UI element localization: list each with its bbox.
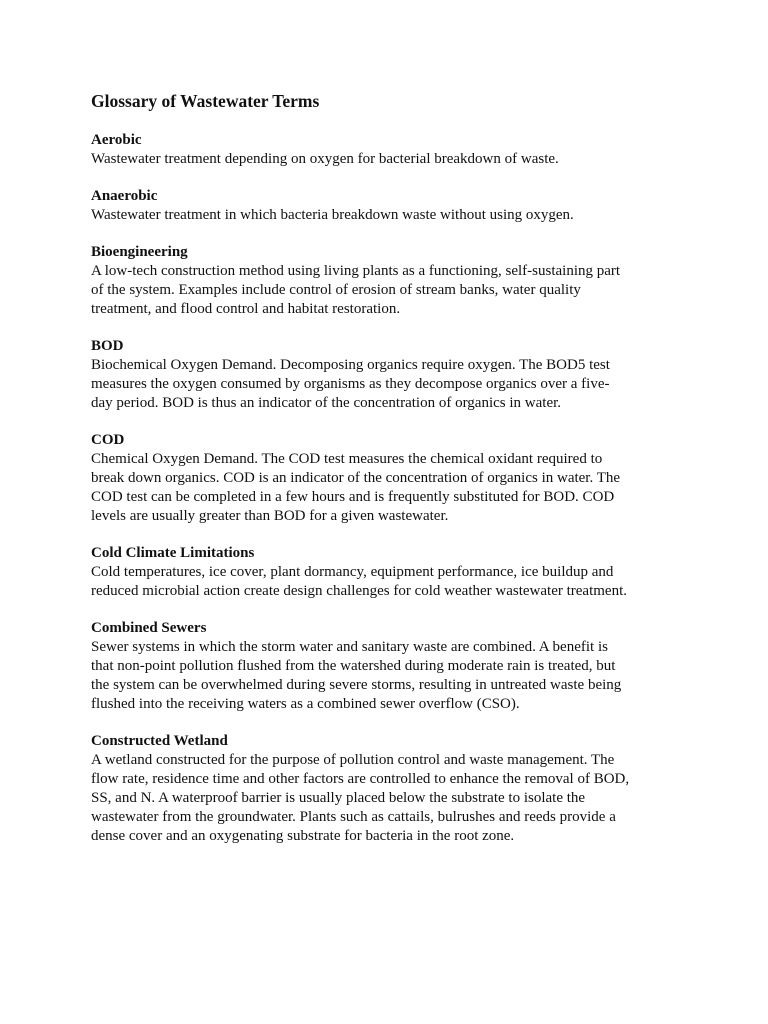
definition-line: Wastewater treatment in which bacteria breakdown waste without using oxygen. bbox=[91, 207, 574, 223]
glossary-definition bbox=[91, 638, 678, 714]
glossary-term: COD bbox=[91, 432, 125, 448]
definition-line: measures the oxygen consumed by organisms as they decompose organics over a five- bbox=[91, 376, 610, 392]
glossary-entry bbox=[91, 544, 678, 601]
glossary-definition bbox=[91, 751, 678, 846]
glossary-term: Bioengineering bbox=[91, 244, 188, 260]
glossary-term: Constructed Wetland bbox=[91, 733, 228, 749]
definition-line: COD test can be completed in a few hours and is frequently substituted for BOD. COD bbox=[91, 489, 615, 505]
glossary-entry bbox=[91, 243, 678, 319]
definition-line: the system can be overwhelmed during severe storms, resulting in untreated waste being bbox=[91, 677, 622, 693]
definition-line: day period. BOD is thus an indicator of the concentration of organics in water. bbox=[91, 395, 562, 411]
glossary-definition bbox=[91, 262, 678, 319]
glossary-term: BOD bbox=[91, 338, 124, 354]
glossary-entry bbox=[91, 187, 678, 225]
definition-line: SS, and N. A waterproof barrier is usually placed below the substrate to isolate the bbox=[91, 790, 586, 806]
definition-line: A low-tech construction method using living plants as a functioning, self-sustaining part bbox=[91, 263, 621, 279]
glossary-term: Aerobic bbox=[91, 132, 142, 148]
glossary-list bbox=[91, 131, 678, 846]
definition-line: Cold temperatures, ice cover, plant dormancy, equipment performance, ice buildup and bbox=[91, 564, 614, 580]
glossary-definition bbox=[91, 206, 678, 225]
definition-line: levels are usually greater than BOD for a given wastewater. bbox=[91, 508, 449, 524]
definition-line: A wetland constructed for the purpose of pollution control and waste management. The bbox=[91, 752, 615, 768]
definition-line: break down organics. COD is an indicator of the concentration of organics in water. The bbox=[91, 470, 621, 486]
glossary-term: Anaerobic bbox=[91, 188, 158, 204]
definition-line: wastewater from the groundwater. Plants such as cattails, bulrushes and reeds provide a bbox=[91, 809, 616, 825]
definition-line: Sewer systems in which the storm water and sanitary waste are combined. A benefit is bbox=[91, 639, 608, 655]
glossary-entry bbox=[91, 131, 678, 169]
definition-line: Chemical Oxygen Demand. The COD test measures the chemical oxidant required to bbox=[91, 451, 603, 467]
definition-line: dense cover and an oxygenating substrate for bacteria in the root zone. bbox=[91, 828, 515, 844]
definition-line: flow rate, residence time and other factors are controlled to enhance the removal of BOD, bbox=[91, 771, 630, 787]
glossary-definition bbox=[91, 450, 678, 526]
definition-line: treatment, and flood control and habitat restoration. bbox=[91, 301, 401, 317]
glossary-entry bbox=[91, 337, 678, 413]
glossary-entry bbox=[91, 619, 678, 714]
definition-line: Wastewater treatment depending on oxygen for bacterial breakdown of waste. bbox=[91, 151, 559, 167]
glossary-entry bbox=[91, 431, 678, 526]
definition-line: that non-point pollution flushed from the watershed during moderate rain is treated, but bbox=[91, 658, 616, 674]
definition-line: reduced microbial action create design challenges for cold weather wastewater treatment. bbox=[91, 583, 627, 599]
definition-line: of the system. Examples include control of erosion of stream banks, water quality bbox=[91, 282, 581, 298]
glossary-definition bbox=[91, 563, 678, 601]
glossary-term: Cold Climate Limitations bbox=[91, 545, 255, 561]
glossary-term: Combined Sewers bbox=[91, 620, 207, 636]
page-title: Glossary of Wastewater Terms bbox=[91, 91, 320, 111]
glossary-definition bbox=[91, 150, 678, 169]
glossary-entry bbox=[91, 732, 678, 846]
definition-line: flushed into the receiving waters as a combined sewer overflow (CSO). bbox=[91, 696, 520, 712]
glossary-definition bbox=[91, 356, 678, 413]
definition-line: Biochemical Oxygen Demand. Decomposing organics require oxygen. The BOD5 test bbox=[91, 357, 610, 373]
